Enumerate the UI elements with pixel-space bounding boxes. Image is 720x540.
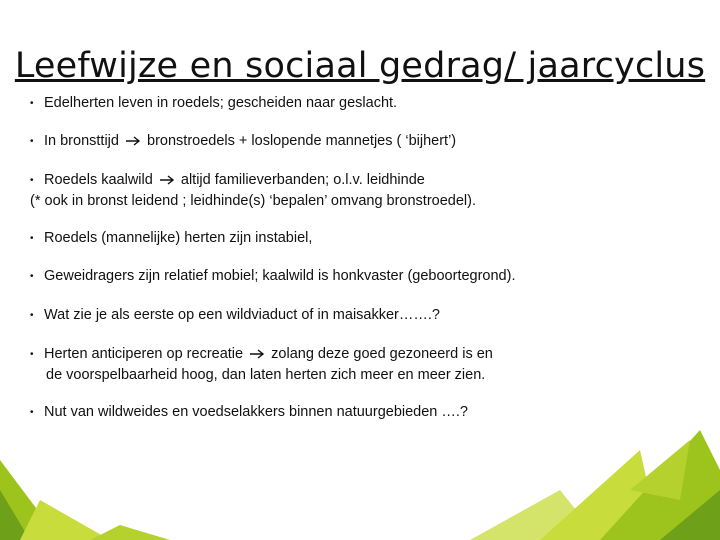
bullet-marker: • bbox=[30, 98, 34, 109]
bullet-text: Nut van wildweides en voedselakkers binnen natuurgebieden ….? bbox=[44, 404, 468, 420]
right-arrow-icon bbox=[249, 344, 265, 364]
bullet-marker: • bbox=[30, 136, 34, 147]
bullet-text-line2: (* ook in bronst leidend ; leidhinde(s) ‘bepalen’ omvang bronstroedel). bbox=[30, 193, 477, 209]
bullet-text: Edelherten leven in roedels; gescheiden naar geslacht. bbox=[44, 95, 398, 111]
bullet-marker: • bbox=[30, 407, 34, 418]
bullet-marker: • bbox=[30, 310, 34, 321]
bullet-item bbox=[30, 228, 710, 249]
bullet-marker: • bbox=[30, 271, 34, 282]
bullet-item bbox=[30, 344, 710, 385]
bullet-item bbox=[30, 402, 710, 423]
bullet-marker: • bbox=[30, 233, 34, 244]
bullet-item bbox=[30, 93, 710, 114]
bullet-marker: • bbox=[30, 175, 34, 186]
bullet-text-line2: de voorspelbaarheid hoog, dan laten herten zich meer en meer zien. bbox=[46, 367, 486, 383]
green-triangle-decoration bbox=[0, 430, 720, 540]
right-arrow-icon bbox=[125, 131, 141, 151]
bullet-text: Roedels (mannelijke) herten zijn instabiel, bbox=[44, 230, 313, 246]
bullet-text-continued: zolang deze goed gezoneerd is en bbox=[271, 346, 493, 362]
bullet-text: Roedels kaalwild bbox=[44, 172, 153, 188]
bullet-text-continued: bronstroedels + loslopende mannetjes ( ‘bijhert’) bbox=[147, 133, 457, 149]
bullet-text: In bronsttijd bbox=[44, 133, 119, 149]
bullet-marker: • bbox=[30, 349, 34, 360]
bullet-item bbox=[30, 131, 710, 152]
bullet-text: Geweidragers zijn relatief mobiel; kaalwild is honkvaster (geboortegrond). bbox=[44, 268, 516, 284]
bullet-text-continued: altijd familieverbanden; o.l.v. leidhinde bbox=[180, 172, 425, 188]
right-arrow-icon bbox=[159, 170, 175, 190]
bullet-item bbox=[30, 266, 710, 287]
slide-title: Leefwijze en sociaal gedrag/ jaarcyclus bbox=[14, 46, 706, 86]
bullet-text: Herten anticiperen op recreatie bbox=[44, 346, 244, 362]
bullet-item bbox=[30, 170, 710, 211]
bullet-text: Wat zie je als eerste op een wildviaduct of in maisakker…….? bbox=[44, 307, 440, 323]
bullet-item bbox=[30, 305, 710, 326]
